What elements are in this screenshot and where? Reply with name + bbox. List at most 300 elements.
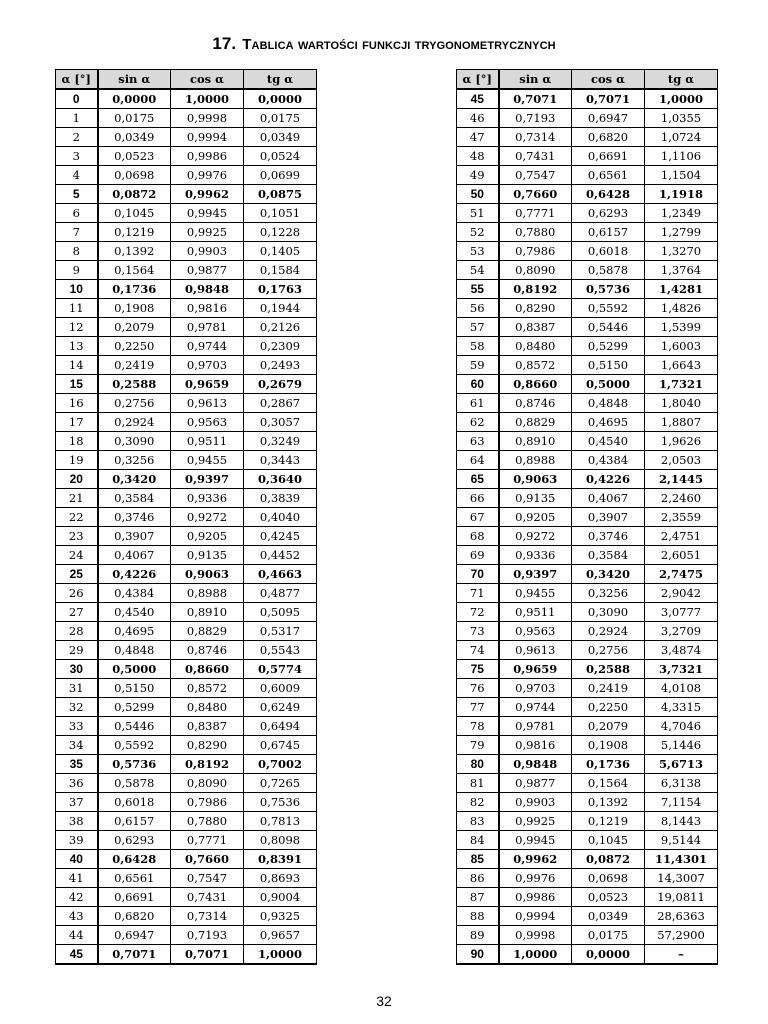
cell-sin: 0,9613 — [499, 641, 572, 660]
cell-angle: 83 — [457, 812, 499, 831]
cell-sin: 0,8829 — [499, 413, 572, 432]
cell-cos: 0,9877 — [171, 261, 244, 280]
cell-sin: 0,7771 — [499, 204, 572, 223]
cell-angle: 59 — [457, 356, 499, 375]
cell-sin: 0,9903 — [499, 793, 572, 812]
cell-angle: 21 — [56, 489, 98, 508]
cell-angle: 34 — [56, 736, 98, 755]
cell-sin: 0,9877 — [499, 774, 572, 793]
cell-sin: 0,9397 — [499, 565, 572, 584]
cell-sin: 0,3746 — [98, 508, 171, 527]
table-row — [56, 128, 317, 147]
cell-cos: 0,7660 — [171, 850, 244, 869]
cell-sin: 0,6428 — [98, 850, 171, 869]
table-row — [56, 717, 317, 736]
cell-cos: 0,4848 — [572, 394, 645, 413]
cell-sin: 0,5000 — [98, 660, 171, 679]
cell-cos: 0,9962 — [171, 185, 244, 204]
cell-cos: 0,6561 — [572, 166, 645, 185]
cell-angle: 48 — [457, 147, 499, 166]
cell-cos: 0,9848 — [171, 280, 244, 299]
cell-tg: 1,7321 — [645, 375, 718, 394]
table-row — [56, 736, 317, 755]
cell-sin: 0,6293 — [98, 831, 171, 850]
cell-sin: 0,7660 — [499, 185, 572, 204]
cell-sin: 0,0872 — [98, 185, 171, 204]
cell-sin: 0,9994 — [499, 907, 572, 926]
cell-tg: 1,0724 — [645, 128, 718, 147]
table-header-row — [457, 70, 718, 90]
table-row — [457, 679, 718, 698]
cell-angle: 89 — [457, 926, 499, 945]
cell-tg: 1,0000 — [244, 945, 317, 965]
cell-tg: 14,3007 — [645, 869, 718, 888]
table-row — [56, 584, 317, 603]
cell-tg: 6,3138 — [645, 774, 718, 793]
cell-sin: 0,5878 — [98, 774, 171, 793]
cell-cos: 0,0175 — [572, 926, 645, 945]
cell-angle: 18 — [56, 432, 98, 451]
cell-angle: 31 — [56, 679, 98, 698]
cell-tg: 1,3764 — [645, 261, 718, 280]
cell-tg: 2,1445 — [645, 470, 718, 489]
cell-sin: 0,3420 — [98, 470, 171, 489]
cell-cos: 0,1219 — [572, 812, 645, 831]
cell-cos: 0,9272 — [171, 508, 244, 527]
cell-tg: 8,1443 — [645, 812, 718, 831]
cell-cos: 0,9998 — [171, 109, 244, 128]
table-row — [457, 185, 718, 204]
table-row — [457, 109, 718, 128]
table-row — [457, 166, 718, 185]
cell-tg: 0,3443 — [244, 451, 317, 470]
cell-sin: 0,8746 — [499, 394, 572, 413]
cell-cos: 0,0000 — [572, 945, 645, 965]
table-row — [56, 793, 317, 812]
cell-sin: 0,6691 — [98, 888, 171, 907]
cell-angle: 81 — [457, 774, 499, 793]
cell-angle: 56 — [457, 299, 499, 318]
cell-tg: 1,8040 — [645, 394, 718, 413]
cell-angle: 1 — [56, 109, 98, 128]
cell-tg: 0,6494 — [244, 717, 317, 736]
cell-cos: 0,8192 — [171, 755, 244, 774]
cell-tg: 2,0503 — [645, 451, 718, 470]
table-row — [457, 337, 718, 356]
cell-cos: 0,9925 — [171, 223, 244, 242]
cell-angle: 76 — [457, 679, 499, 698]
cell-angle: 43 — [56, 907, 98, 926]
cell-angle: 57 — [457, 318, 499, 337]
table-row — [56, 622, 317, 641]
cell-sin: 0,9744 — [499, 698, 572, 717]
cell-cos: 0,9945 — [171, 204, 244, 223]
cell-sin: 0,0698 — [98, 166, 171, 185]
cell-sin: 0,6947 — [98, 926, 171, 945]
table-row — [56, 432, 317, 451]
cell-cos: 0,7880 — [171, 812, 244, 831]
table-row — [56, 945, 317, 965]
cell-sin: 0,2419 — [98, 356, 171, 375]
cell-angle: 47 — [457, 128, 499, 147]
cell-sin: 0,8192 — [499, 280, 572, 299]
cell-cos: 0,5878 — [572, 261, 645, 280]
cell-cos: 0,3090 — [572, 603, 645, 622]
cell-tg: 1,3270 — [645, 242, 718, 261]
table-row — [56, 147, 317, 166]
table-row — [457, 660, 718, 679]
cell-tg: 0,5543 — [244, 641, 317, 660]
cell-cos: 0,9397 — [171, 470, 244, 489]
cell-tg: 0,0524 — [244, 147, 317, 166]
cell-cos: 0,9744 — [171, 337, 244, 356]
cell-cos: 0,7071 — [171, 945, 244, 965]
cell-cos: 0,8988 — [171, 584, 244, 603]
cell-sin: 0,5150 — [98, 679, 171, 698]
cell-sin: 0,9998 — [499, 926, 572, 945]
table-row — [457, 945, 718, 965]
cell-tg: 0,0175 — [244, 109, 317, 128]
cell-angle: 44 — [56, 926, 98, 945]
cell-tg: 0,0000 — [244, 89, 317, 109]
header-cos: cos α — [171, 70, 244, 90]
table-row — [457, 432, 718, 451]
cell-tg: 2,4751 — [645, 527, 718, 546]
cell-cos: 0,6691 — [572, 147, 645, 166]
cell-angle: 6 — [56, 204, 98, 223]
cell-sin: 0,7880 — [499, 223, 572, 242]
cell-angle: 16 — [56, 394, 98, 413]
cell-sin: 0,5446 — [98, 717, 171, 736]
cell-sin: 0,9816 — [499, 736, 572, 755]
cell-angle: 80 — [457, 755, 499, 774]
cell-tg: 2,9042 — [645, 584, 718, 603]
table-row — [56, 660, 317, 679]
cell-angle: 46 — [457, 109, 499, 128]
cell-sin: 0,9511 — [499, 603, 572, 622]
cell-angle: 8 — [56, 242, 98, 261]
cell-sin: 0,8290 — [499, 299, 572, 318]
cell-tg: – — [645, 945, 718, 965]
cell-cos: 0,9781 — [171, 318, 244, 337]
cell-sin: 0,4384 — [98, 584, 171, 603]
cell-cos: 0,9063 — [171, 565, 244, 584]
table-row — [457, 850, 718, 869]
section-number: 17. — [212, 34, 237, 53]
cell-angle: 22 — [56, 508, 98, 527]
table-row — [457, 394, 718, 413]
cell-tg: 0,5317 — [244, 622, 317, 641]
cell-tg: 0,6009 — [244, 679, 317, 698]
cell-cos: 0,9816 — [171, 299, 244, 318]
table-row — [56, 470, 317, 489]
table-row — [56, 451, 317, 470]
cell-sin: 0,9455 — [499, 584, 572, 603]
cell-sin: 0,7071 — [98, 945, 171, 965]
table-row — [56, 546, 317, 565]
table-row — [457, 774, 718, 793]
header-cos: cos α — [572, 70, 645, 90]
cell-cos: 0,2250 — [572, 698, 645, 717]
cell-angle: 51 — [457, 204, 499, 223]
cell-angle: 19 — [56, 451, 98, 470]
table-row — [56, 850, 317, 869]
cell-cos: 0,5000 — [572, 375, 645, 394]
cell-cos: 0,3256 — [572, 584, 645, 603]
cell-cos: 0,4384 — [572, 451, 645, 470]
table-row — [457, 736, 718, 755]
table-row — [56, 242, 317, 261]
header-angle: α [°] — [56, 70, 98, 90]
cell-sin: 0,3256 — [98, 451, 171, 470]
table-row — [56, 109, 317, 128]
cell-angle: 87 — [457, 888, 499, 907]
cell-angle: 24 — [56, 546, 98, 565]
table-row — [56, 679, 317, 698]
cell-cos: 0,1564 — [572, 774, 645, 793]
cell-cos: 0,9511 — [171, 432, 244, 451]
cell-sin: 0,4540 — [98, 603, 171, 622]
cell-cos: 0,9135 — [171, 546, 244, 565]
cell-cos: 0,7314 — [171, 907, 244, 926]
cell-tg: 0,1944 — [244, 299, 317, 318]
cell-cos: 0,9336 — [171, 489, 244, 508]
table-row — [457, 299, 718, 318]
cell-sin: 0,6018 — [98, 793, 171, 812]
cell-tg: 0,2309 — [244, 337, 317, 356]
cell-cos: 0,9613 — [171, 394, 244, 413]
table-row — [457, 318, 718, 337]
cell-tg: 11,4301 — [645, 850, 718, 869]
cell-sin: 0,1045 — [98, 204, 171, 223]
cell-sin: 0,2756 — [98, 394, 171, 413]
table-row — [457, 470, 718, 489]
table-row — [56, 299, 317, 318]
table-row — [56, 907, 317, 926]
cell-tg: 0,9004 — [244, 888, 317, 907]
cell-cos: 0,5446 — [572, 318, 645, 337]
cell-angle: 61 — [457, 394, 499, 413]
cell-tg: 0,3640 — [244, 470, 317, 489]
cell-angle: 10 — [56, 280, 98, 299]
table-row — [457, 793, 718, 812]
cell-angle: 23 — [56, 527, 98, 546]
cell-cos: 0,5736 — [572, 280, 645, 299]
cell-tg: 0,3249 — [244, 432, 317, 451]
cell-angle: 7 — [56, 223, 98, 242]
table-row — [457, 831, 718, 850]
header-tg: tg α — [645, 70, 718, 90]
cell-angle: 68 — [457, 527, 499, 546]
cell-cos: 0,8572 — [171, 679, 244, 698]
cell-tg: 0,8391 — [244, 850, 317, 869]
cell-cos: 0,1392 — [572, 793, 645, 812]
cell-sin: 0,1736 — [98, 280, 171, 299]
cell-angle: 75 — [457, 660, 499, 679]
cell-tg: 1,9626 — [645, 432, 718, 451]
cell-tg: 0,6745 — [244, 736, 317, 755]
cell-cos: 0,6947 — [572, 109, 645, 128]
cell-tg: 1,1504 — [645, 166, 718, 185]
cell-tg: 19,0811 — [645, 888, 718, 907]
cell-tg: 0,8098 — [244, 831, 317, 850]
cell-angle: 50 — [457, 185, 499, 204]
cell-tg: 0,5095 — [244, 603, 317, 622]
cell-sin: 0,2079 — [98, 318, 171, 337]
table-row — [56, 280, 317, 299]
cell-tg: 0,1584 — [244, 261, 317, 280]
table-row — [457, 223, 718, 242]
cell-tg: 0,3057 — [244, 413, 317, 432]
cell-tg: 0,0875 — [244, 185, 317, 204]
header-sin: sin α — [499, 70, 572, 90]
cell-cos: 0,6428 — [572, 185, 645, 204]
cell-angle: 41 — [56, 869, 98, 888]
cell-sin: 0,2250 — [98, 337, 171, 356]
cell-tg: 0,1405 — [244, 242, 317, 261]
cell-cos: 0,6157 — [572, 223, 645, 242]
cell-cos: 0,7431 — [171, 888, 244, 907]
cell-sin: 0,6561 — [98, 869, 171, 888]
cell-cos: 0,2924 — [572, 622, 645, 641]
cell-cos: 0,4540 — [572, 432, 645, 451]
cell-angle: 55 — [457, 280, 499, 299]
page-number: 32 — [376, 993, 392, 1009]
cell-angle: 69 — [457, 546, 499, 565]
cell-sin: 0,9925 — [499, 812, 572, 831]
cell-tg: 9,5144 — [645, 831, 718, 850]
cell-sin: 0,8090 — [499, 261, 572, 280]
table-row — [457, 242, 718, 261]
cell-sin: 1,0000 — [499, 945, 572, 965]
cell-cos: 0,2756 — [572, 641, 645, 660]
cell-sin: 0,4848 — [98, 641, 171, 660]
cell-angle: 49 — [457, 166, 499, 185]
cell-cos: 0,5299 — [572, 337, 645, 356]
cell-tg: 1,1918 — [645, 185, 718, 204]
table-row — [56, 755, 317, 774]
table-row — [457, 375, 718, 394]
cell-sin: 0,4695 — [98, 622, 171, 641]
header-sin: sin α — [98, 70, 171, 90]
cell-tg: 0,9657 — [244, 926, 317, 945]
table-row — [56, 413, 317, 432]
cell-cos: 0,3584 — [572, 546, 645, 565]
table-row — [56, 261, 317, 280]
cell-angle: 14 — [56, 356, 98, 375]
table-row — [457, 755, 718, 774]
cell-cos: 0,9205 — [171, 527, 244, 546]
cell-sin: 0,1564 — [98, 261, 171, 280]
cell-angle: 45 — [457, 89, 499, 109]
table-row — [56, 394, 317, 413]
cell-cos: 0,5150 — [572, 356, 645, 375]
table-row — [457, 603, 718, 622]
table-row — [56, 204, 317, 223]
cell-tg: 0,4452 — [244, 546, 317, 565]
cell-angle: 67 — [457, 508, 499, 527]
cell-sin: 0,9272 — [499, 527, 572, 546]
cell-tg: 4,0108 — [645, 679, 718, 698]
table-row — [457, 451, 718, 470]
cell-sin: 0,8660 — [499, 375, 572, 394]
table-row — [457, 812, 718, 831]
cell-cos: 0,9659 — [171, 375, 244, 394]
cell-angle: 35 — [56, 755, 98, 774]
cell-sin: 0,9703 — [499, 679, 572, 698]
cell-tg: 7,1154 — [645, 793, 718, 812]
cell-sin: 0,6157 — [98, 812, 171, 831]
cell-tg: 0,9325 — [244, 907, 317, 926]
table-row — [457, 698, 718, 717]
cell-angle: 30 — [56, 660, 98, 679]
cell-sin: 0,8572 — [499, 356, 572, 375]
trig-table-left — [55, 69, 317, 965]
table-row — [457, 89, 718, 109]
cell-angle: 82 — [457, 793, 499, 812]
cell-cos: 0,3746 — [572, 527, 645, 546]
cell-sin: 0,9976 — [499, 869, 572, 888]
cell-sin: 0,8387 — [499, 318, 572, 337]
cell-sin: 0,7193 — [499, 109, 572, 128]
cell-angle: 60 — [457, 375, 499, 394]
table-row — [56, 337, 317, 356]
cell-angle: 5 — [56, 185, 98, 204]
cell-tg: 5,1446 — [645, 736, 718, 755]
cell-tg: 57,2900 — [645, 926, 718, 945]
table-row — [56, 869, 317, 888]
cell-tg: 0,2867 — [244, 394, 317, 413]
table-row — [56, 185, 317, 204]
cell-angle: 11 — [56, 299, 98, 318]
cell-cos: 0,8910 — [171, 603, 244, 622]
cell-cos: 0,7547 — [171, 869, 244, 888]
table-row — [457, 489, 718, 508]
cell-angle: 78 — [457, 717, 499, 736]
cell-cos: 0,7071 — [572, 89, 645, 109]
cell-sin: 0,0523 — [98, 147, 171, 166]
table-row — [457, 508, 718, 527]
cell-angle: 54 — [457, 261, 499, 280]
cell-tg: 2,6051 — [645, 546, 718, 565]
cell-angle: 45 — [56, 945, 98, 965]
cell-angle: 85 — [457, 850, 499, 869]
table-row — [457, 280, 718, 299]
cell-sin: 0,4226 — [98, 565, 171, 584]
cell-cos: 0,1736 — [572, 755, 645, 774]
cell-angle: 20 — [56, 470, 98, 489]
cell-sin: 0,7071 — [499, 89, 572, 109]
cell-angle: 9 — [56, 261, 98, 280]
cell-angle: 40 — [56, 850, 98, 869]
cell-tg: 0,4245 — [244, 527, 317, 546]
cell-tg: 1,0000 — [645, 89, 718, 109]
cell-angle: 64 — [457, 451, 499, 470]
cell-angle: 72 — [457, 603, 499, 622]
cell-cos: 0,7986 — [171, 793, 244, 812]
cell-angle: 63 — [457, 432, 499, 451]
cell-angle: 79 — [457, 736, 499, 755]
cell-cos: 0,9563 — [171, 413, 244, 432]
cell-tg: 0,4663 — [244, 565, 317, 584]
cell-sin: 0,1908 — [98, 299, 171, 318]
table-row — [457, 907, 718, 926]
table-row — [56, 223, 317, 242]
table-row — [56, 641, 317, 660]
cell-cos: 0,9455 — [171, 451, 244, 470]
table-row — [457, 622, 718, 641]
cell-cos: 0,2079 — [572, 717, 645, 736]
